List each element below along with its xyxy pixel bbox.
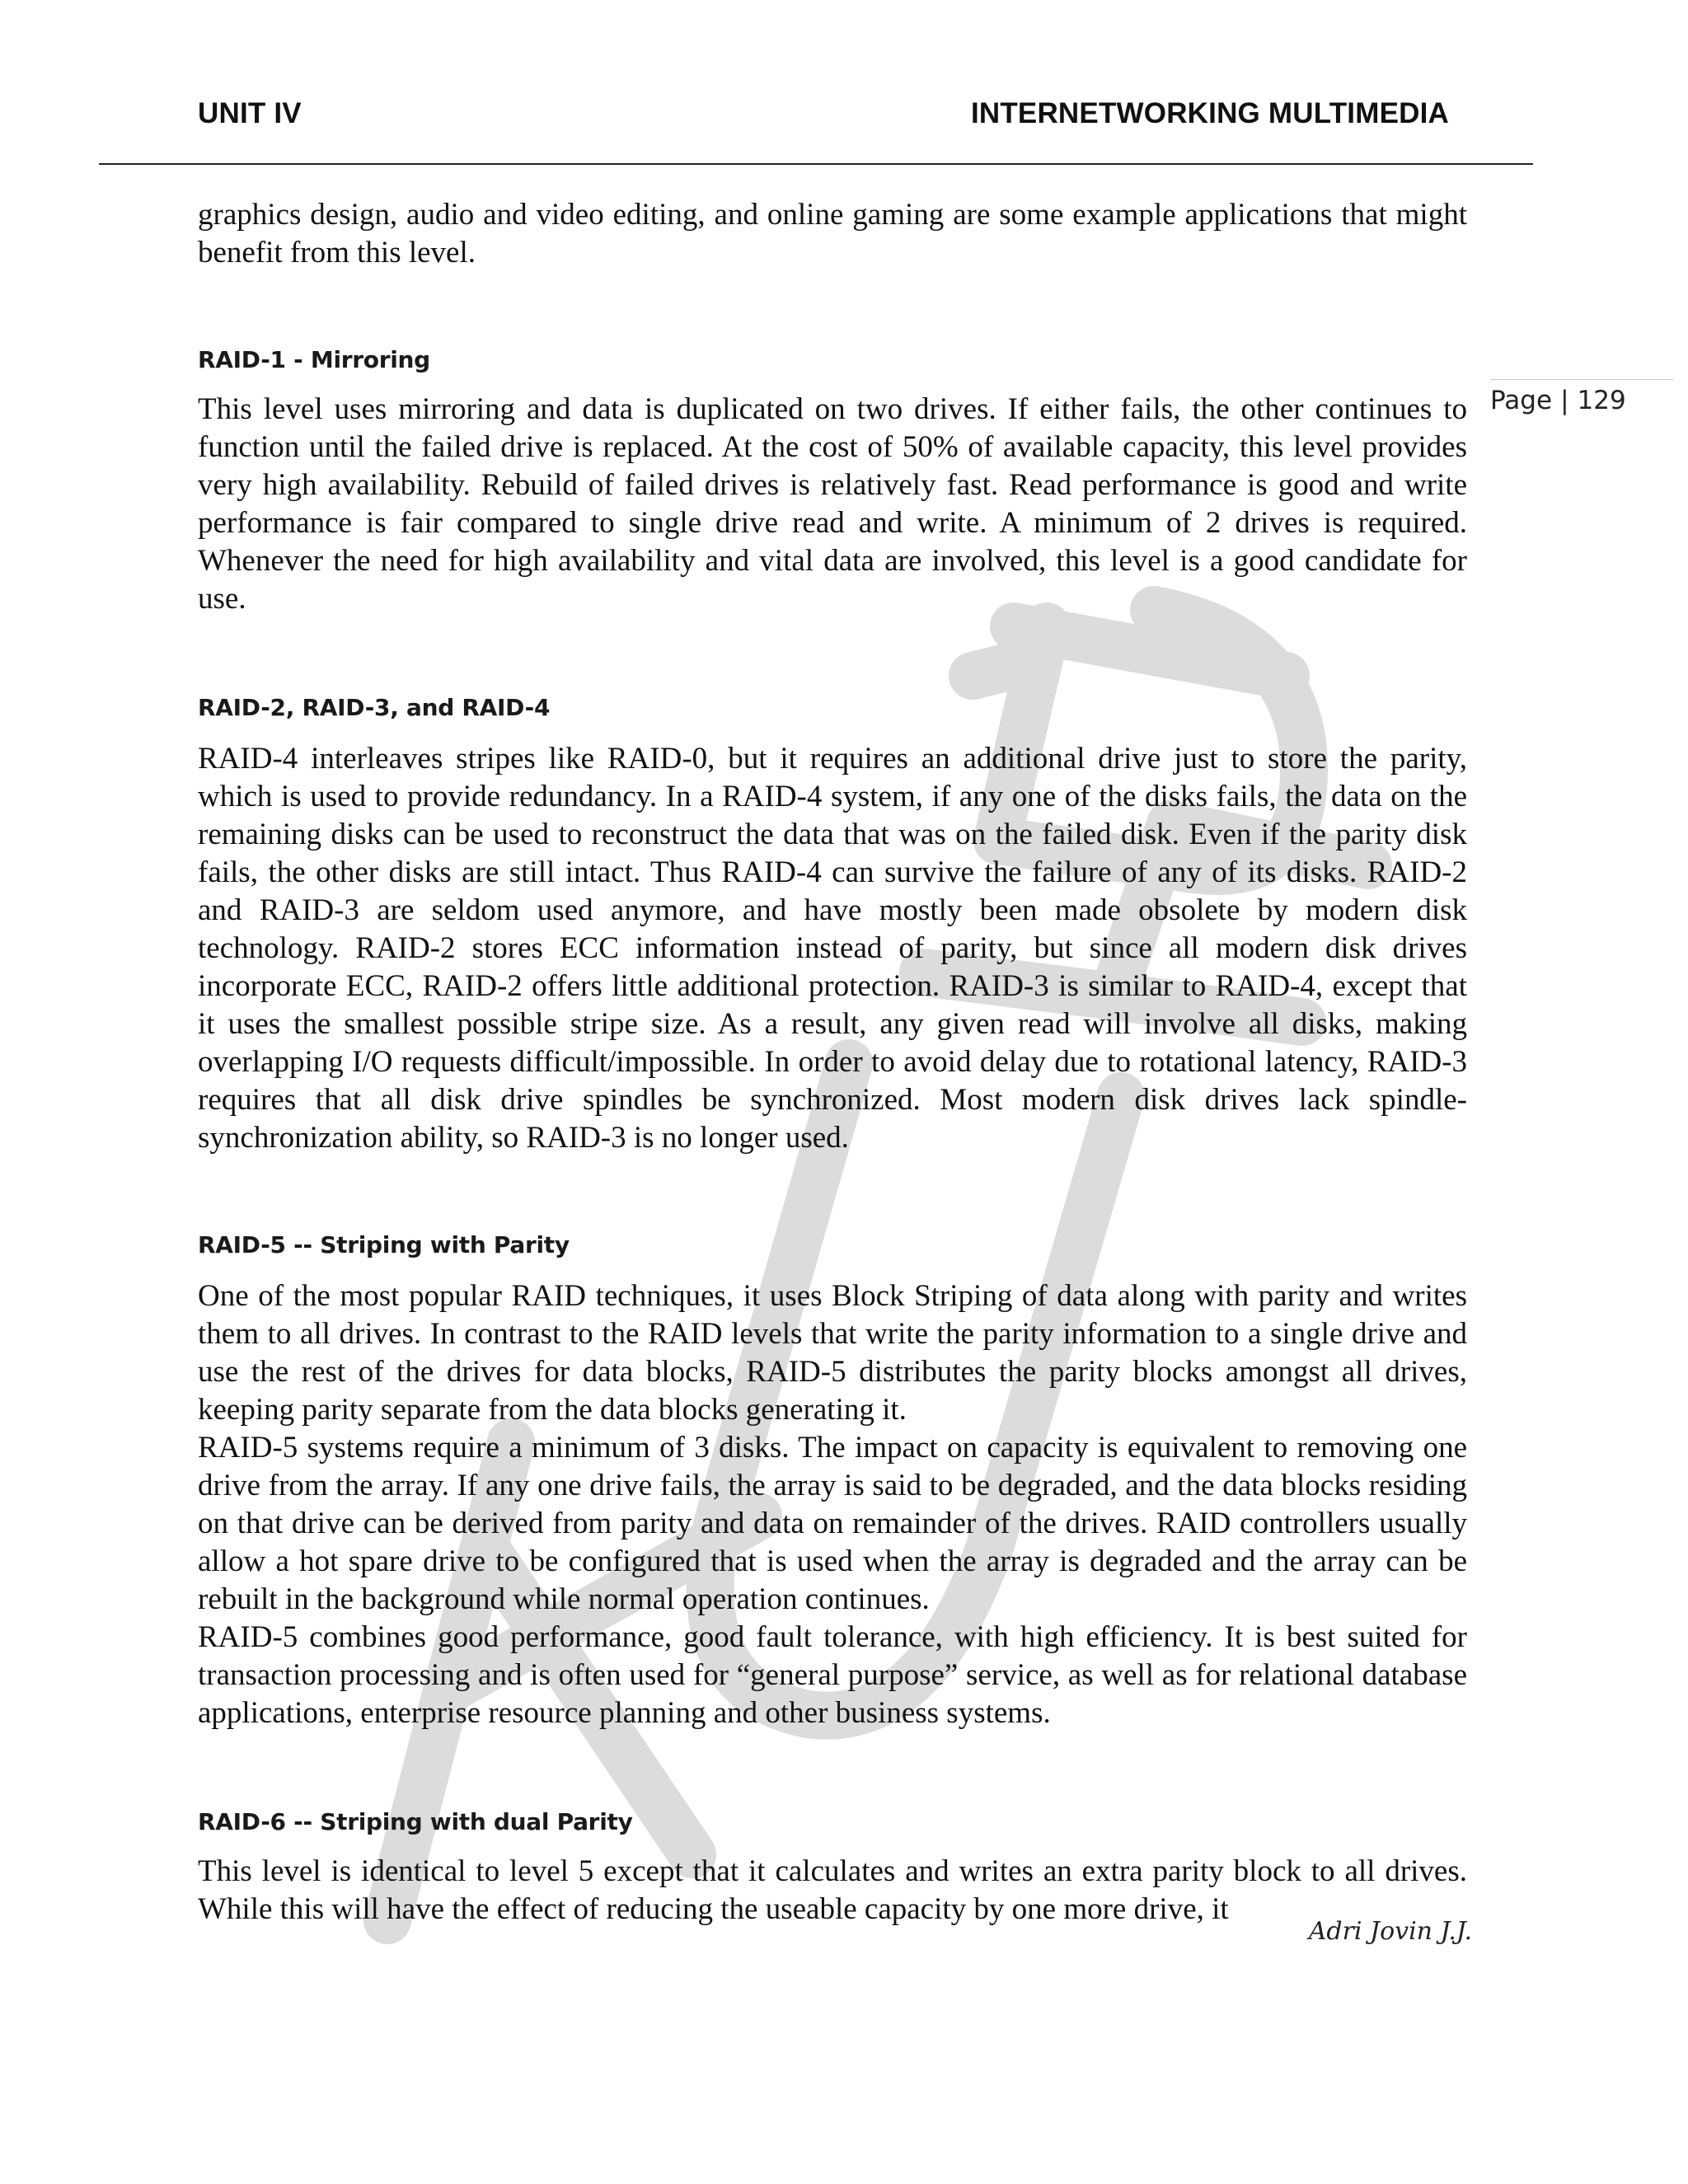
section-paragraph-raid5-1: One of the most popular RAID techniques, it uses Block Striping of data along with parity and writes them to all drives. In contrast to the RAID levels that write the parity information to a single drive and use the rest of the drives for data blocks, RAID-5 distributes the parity blocks amongst all drives, keeping parity separate from the data blocks generating it. xyxy=(198,1279,1467,1427)
author-signature: Adri Jovin J.J. xyxy=(1308,1917,1472,1946)
header-unit: UNIT IV xyxy=(198,97,302,129)
section-heading-raid6: RAID-6 -- Striping with dual Parity xyxy=(198,1808,633,1835)
intro-paragraph: graphics design, audio and video editing, and online gaming are some example applications that might benefit from this level. xyxy=(198,198,1467,269)
page-number-divider xyxy=(1490,379,1673,380)
section-paragraph-raid6: This level is identical to level 5 except that it calculates and writes an extra parity block to all drives. While this will have the effect of reducing the useable capacity by one more drive, it xyxy=(198,1854,1467,1926)
page-number-separator: | xyxy=(1560,386,1569,415)
section-paragraph-raid5-3: RAID-5 combines good performance, good fault tolerance, with high efficiency. It is best suited for transaction processing and is often used for “general purpose” service, as well as for relational database applications, enterprise resource planning and other business systems. xyxy=(198,1620,1467,1730)
section-paragraph-raid1: This level uses mirroring and data is duplicated on two drives. If either fails, the other continues to function until the failed drive is replaced. At the cost of 50% of available capacity, this level provides very high availability. Rebuild of failed drives is relatively fast. Read performance is good and write performance is fair compared to single drive read and write. A minimum of 2 drives is required. Whenever the need for high availability and vital data are involved, this level is a good candidate for use. xyxy=(198,392,1467,616)
section-paragraph-raid234: RAID-4 interleaves stripes like RAID-0, but it requires an additional drive just to store the parity, which is used to provide redundancy. In a RAID-4 system, if any one of the disks fails, the data on the remaining disks can be used to reconstruct the data that was on the failed disk. Even if the parity disk fails, the other disks are still intact. Thus RAID-4 can survive the failure of any of its disks. RAID-2 and RAID-3 are seldom used anymore, and have mostly been made obsolete by modern disk technology. RAID-2 stores ECC information instead of parity, but since all modern disk drives incorporate ECC, RAID-2 offers little additional protection. RAID-3 is similar to RAID-4, except that it uses the smallest possible stripe size. As a result, any given read will involve all disks, making overlapping I/O requests difficult/impossible. In order to avoid delay due to rotational latency, RAID-3 requires that all disk drive spindles be synchronized. Most modern disk drives lack spindle-synchronization ability, so RAID-3 is no longer used. xyxy=(198,742,1467,1155)
section-heading-raid1: RAID-1 - Mirroring xyxy=(198,346,430,373)
page-number-value: 129 xyxy=(1577,386,1626,415)
header-title: INTERNETWORKING MULTIMEDIA xyxy=(970,97,1449,129)
section-heading-raid234: RAID-2, RAID-3, and RAID-4 xyxy=(198,694,551,721)
page-number-prefix: Page xyxy=(1490,386,1553,415)
header-divider xyxy=(99,163,1533,165)
page-number xyxy=(1490,386,1626,415)
section-heading-raid5: RAID-5 -- Striping with Parity xyxy=(198,1231,570,1258)
section-paragraph-raid5-2: RAID-5 systems require a minimum of 3 disks. The impact on capacity is equivalent to removing one drive from the array. If any one drive fails, the array is said to be degraded, and the data blocks residing on that drive can be derived from parity and data on remainder of the drives. RAID controllers usually allow a hot spare drive to be configured that is used when the array is degraded and the array can be rebuilt in the background while normal operation continues. xyxy=(198,1431,1467,1616)
